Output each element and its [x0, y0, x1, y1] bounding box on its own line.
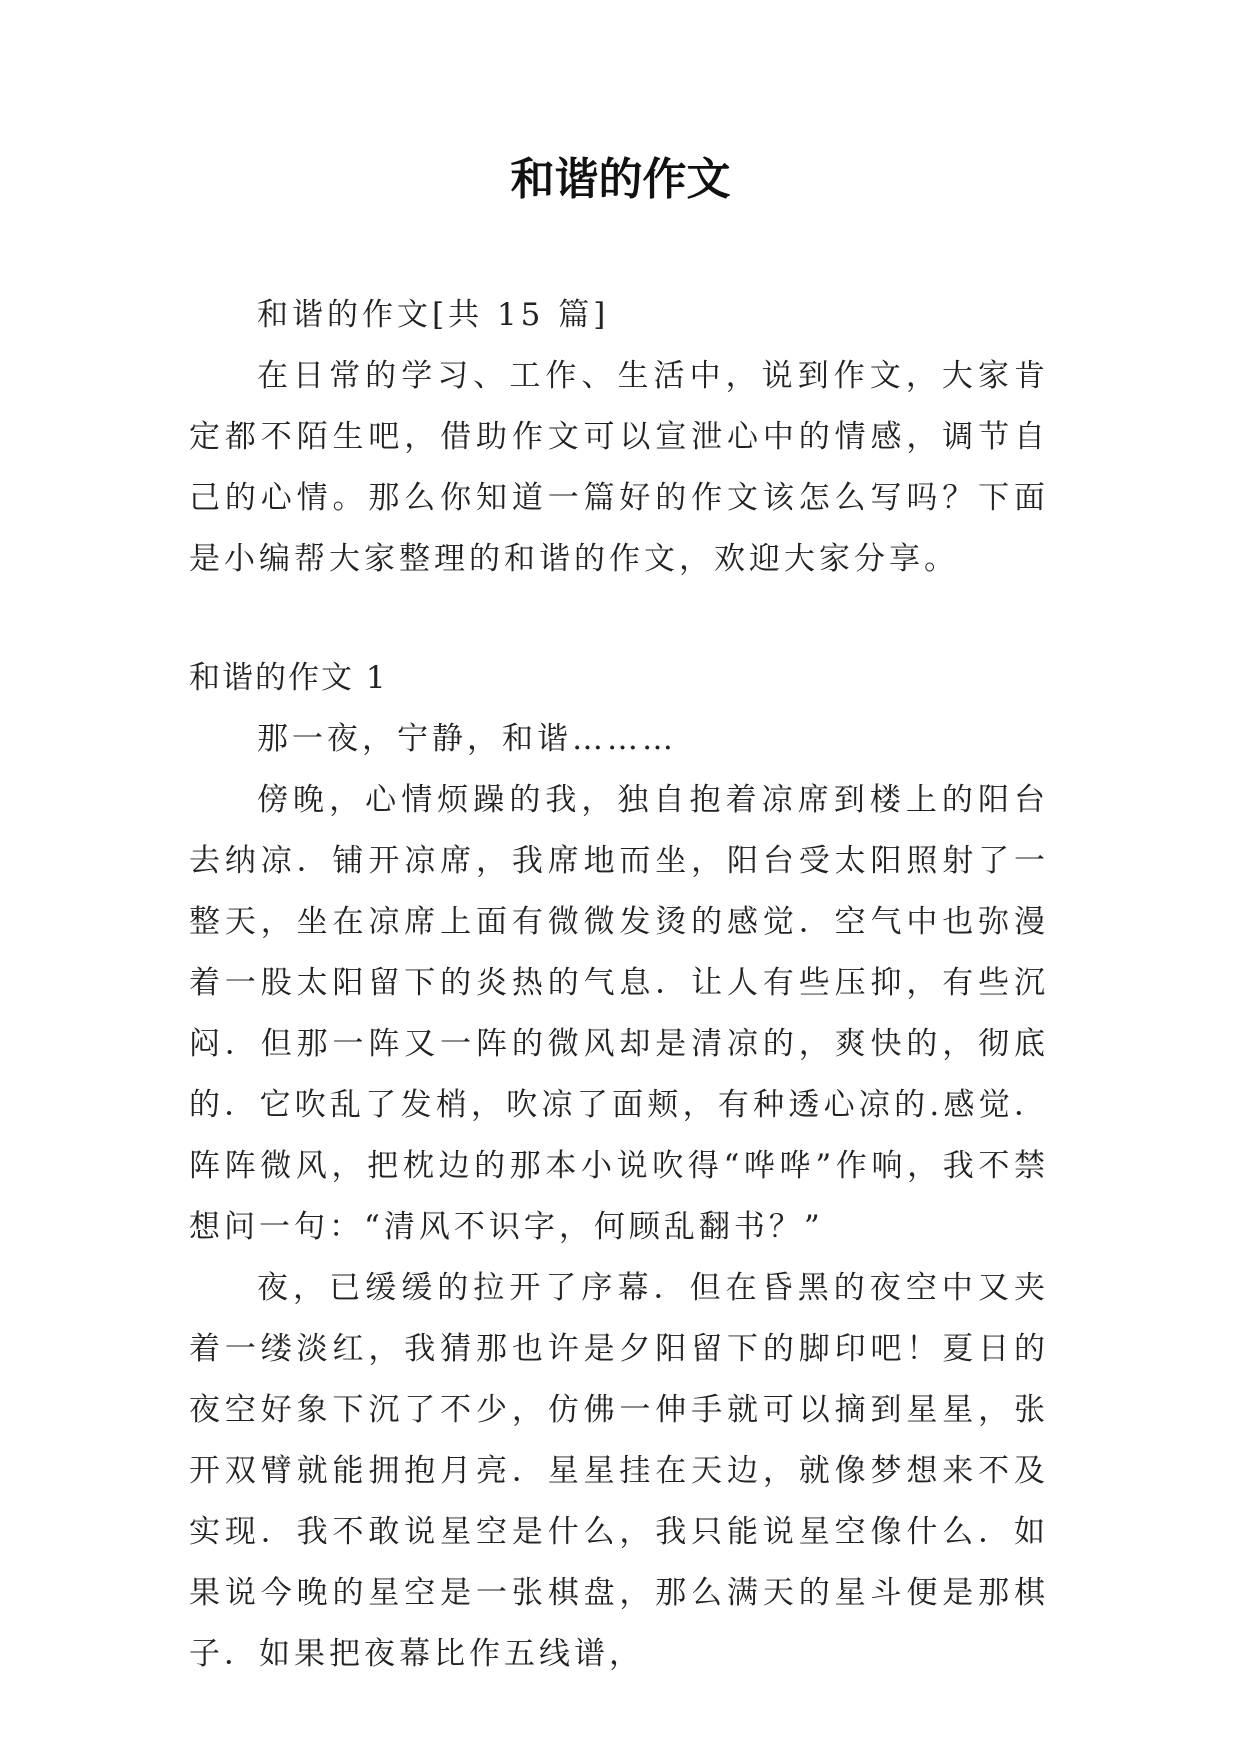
essay-paragraph: 夜，已缓缓的拉开了序幕．但在昏黑的夜空中又夹着一缕淡红，我猜那也许是夕阳留下的脚印吧！夏日的夜空好象下沉了不少，仿佛一伸手就可以摘到星星，张开双臂就能拥抱月亮．星星挂在天边，就像梦想来不及实现．我不敢说星空是什么，我只能说星空像什么．如果说今晚的星空是一张棋盘，那么满天的星斗便是那棋子．如果把夜幕比作五线谱， [189, 1270, 1049, 1672]
intro-heading-line: 和谐的作文[共 15 篇] [257, 297, 610, 333]
essay-paragraph: 那一夜，宁静，和谐……… [257, 721, 677, 757]
document-body [189, 285, 1049, 1685]
essay-subtitle: 和谐的作文 1 [189, 660, 388, 696]
intro-paragraph: 在日常的学习、工作、生活中，说到作文，大家肯定都不陌生吧，借助作文可以宣泄心中的情感，调节自己的心情。那么你知道一篇好的作文该怎么写吗？下面是小编帮大家整理的和谐的作文，欢迎大家分享。 [189, 358, 1049, 577]
document-title: 和谐的作文 [510, 154, 731, 205]
section-spacer [189, 590, 1049, 648]
essay-paragraph: 傍晚，心情烦躁的我，独自抱着凉席到楼上的阳台去纳凉．铺开凉席，我席地而坐，阳台受太阳照射了一整天，坐在凉席上面有微微发烫的感觉．空气中也弥漫着一股太阳留下的炎热的气息．让人有些压抑，有些沉闷．但那一阵又一阵的微风却是清凉的，爽快的，彻底的．它吹乱了发梢，吹凉了面颊，有种透心凉的.感觉．阵阵微风，把枕边的那本小说吹得“哗哗”作响，我不禁想问一句：“清风不识字，何顾乱翻书？” [189, 782, 1049, 1245]
